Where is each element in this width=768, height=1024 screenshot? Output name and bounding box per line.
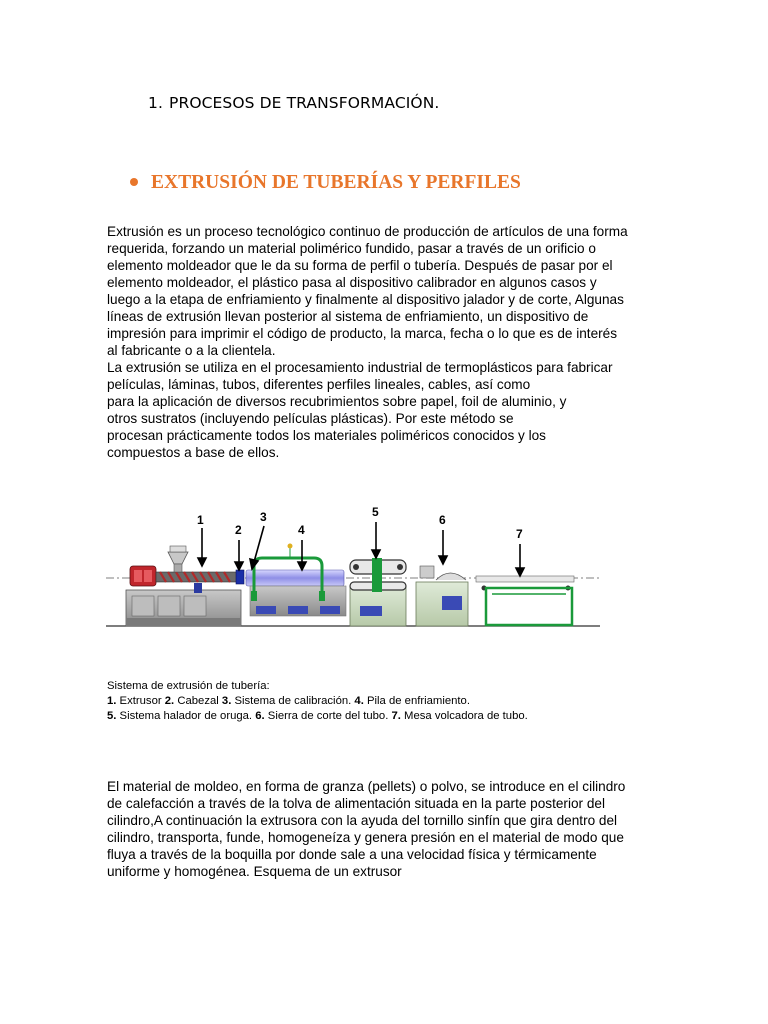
paragraph-line: La extrusión se utiliza en el procesamiento industrial de termoplásticos para fabricar	[107, 360, 613, 375]
paragraph-line: de calefacción a través de la tolva de alimentación situada en la parte posterior del	[107, 796, 605, 811]
callout-number: 6	[439, 513, 446, 527]
paragraph-line: compuestos a base de ellos.	[107, 445, 280, 460]
head-die	[236, 570, 244, 584]
paragraph-line: elemento moldeador, el plástico pasa al dispositivo calibrador en algunos casos y	[107, 275, 597, 290]
extrusion-line-diagram	[106, 500, 600, 632]
process-paragraph	[107, 778, 625, 880]
paragraph-line: otros sustratos (incluyendo películas plásticas). Por este método se	[107, 411, 514, 426]
callout-number: 1	[197, 513, 204, 527]
caption-title: Sistema de extrusión de tubería:	[107, 680, 270, 692]
paragraph-line: elemento moldeador que le da su forma de perfil o tubería. Después de pasar por el	[107, 258, 613, 273]
callout-number: 7	[516, 527, 523, 541]
paragraph-line: uniforme y homogénea. Esquema de un extrusor	[107, 864, 402, 879]
caption-line-1: 1. Extrusor 2. Cabezal 3. Sistema de calibración. 4. Pila de enfriamiento.	[107, 695, 470, 707]
paragraph-line: cilindro, transporta, funde, homogeneíza y genera presión en el material de modo que	[107, 830, 624, 845]
tipping-table	[476, 576, 574, 625]
paragraph-line: requerida, forzando un material polimérico fundido, pasar a través de un orificio o	[107, 241, 596, 256]
extruder-unit	[126, 546, 241, 626]
paragraph-line: cilindro,A continuación la extrusora con la ayuda del tornillo sinfín que gira dentro del	[107, 813, 618, 828]
callout-number: 5	[372, 505, 379, 519]
paragraph-line: al fabricante o a la clientela.	[107, 343, 276, 358]
intro-paragraph	[107, 223, 628, 461]
paragraph-line: películas, láminas, tubos, diferentes perfiles lineales, cables, así como	[107, 377, 531, 392]
subsection-title: EXTRUSIÓN DE TUBERÍAS Y PERFILES	[151, 172, 521, 193]
bullet-icon	[130, 178, 138, 186]
caption-line-2: 5. Sistema halador de oruga. 6. Sierra de corte del tubo. 7. Mesa volcadora de tubo.	[107, 710, 528, 722]
callout-number: 3	[260, 510, 267, 524]
callout-number: 2	[235, 523, 242, 537]
paragraph-line: impresión para imprimir el código de producto, la marca, fecha o lo que es de interés	[107, 326, 618, 341]
cooling-tank	[246, 544, 346, 617]
section-title: PROCESOS DE TRANSFORMACIÓN.	[169, 94, 440, 112]
callout-numbers	[197, 505, 523, 541]
haul-off-unit	[350, 558, 406, 626]
paragraph-line: fluya a través de la boquilla por donde sale a una velocidad física y térmicamente	[107, 847, 597, 862]
paragraph-line: líneas de extrusión llevan posterior al sistema de enfriamiento, un dispositivo de	[107, 309, 589, 324]
figure-caption	[107, 679, 528, 724]
section-number: 1.	[148, 94, 163, 112]
subsection-heading	[130, 172, 521, 194]
paragraph-line: Extrusión es un proceso tecnológico continuo de producción de artículos de una forma	[107, 224, 628, 239]
paragraph-line: procesan prácticamente todos los materiales poliméricos conocidos y los	[107, 428, 546, 443]
cutting-saw-unit	[416, 566, 468, 626]
paragraph-line: El material de moldeo, en forma de granza (pellets) o polvo, se introduce en el cilindro	[107, 779, 626, 794]
callout-number: 4	[298, 523, 305, 537]
section-heading	[148, 94, 439, 112]
paragraph-line: luego a la etapa de enfriamiento y finalmente al dispositivo jalador y de corte, Algunas	[107, 292, 624, 307]
paragraph-line: para la aplicación de diversos recubrimientos sobre papel, foil de aluminio, y	[107, 394, 567, 409]
